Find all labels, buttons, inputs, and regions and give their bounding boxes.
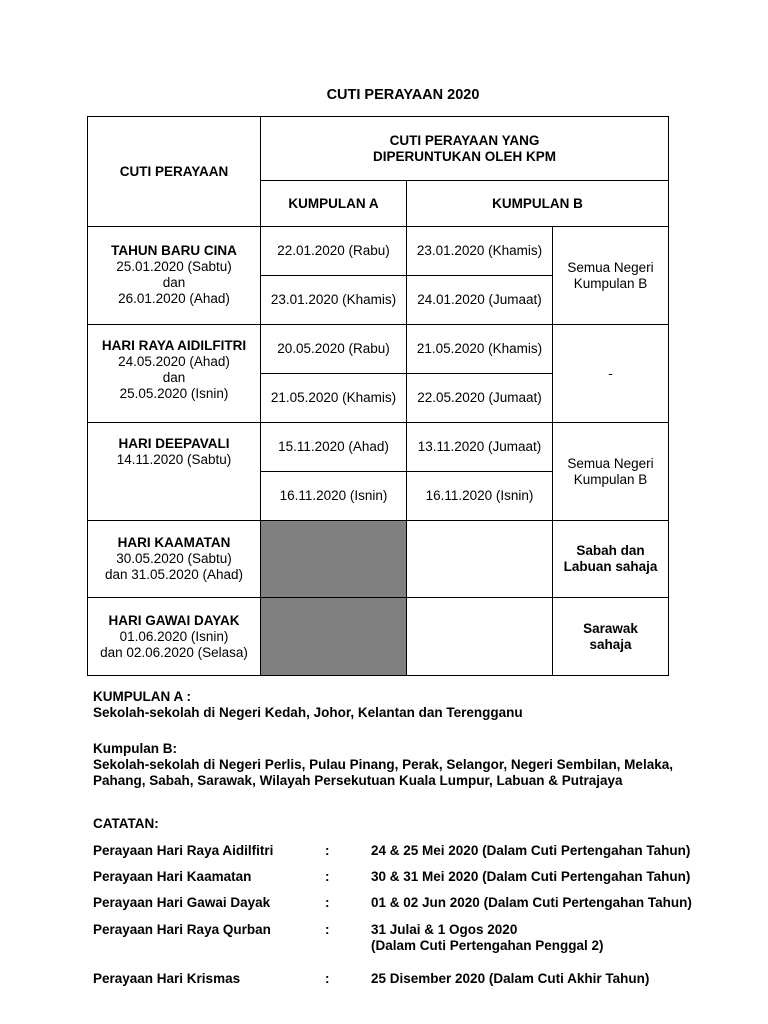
festival-date: 26.01.2020 (Ahad) (118, 291, 230, 306)
group-b-text-line1: Sekolah-sekolah di Negeri Perlis, Pulau Pinang, Perak, Selangor, Negeri Sembilan, Melaka, (93, 757, 673, 772)
note-cell (553, 227, 669, 325)
empty-cell (407, 521, 553, 598)
catatan-label: Perayaan Hari Raya Qurban (93, 922, 271, 937)
page-title: CUTI PERAYAAN 2020 (326, 87, 480, 103)
festival-cell (88, 521, 261, 598)
header-festival: CUTI PERAYAAN (88, 117, 261, 227)
note-cell: - (553, 325, 669, 423)
catatan-label: Perayaan Hari Kaamatan (93, 869, 252, 884)
catatan-separator: : (325, 971, 330, 986)
catatan-value: 25 Disember 2020 (Dalam Cuti Akhir Tahun) (371, 971, 650, 986)
group-a-date: 16.11.2020 (Isnin) (261, 472, 407, 521)
table-header-row (88, 117, 669, 181)
group-b-section (93, 741, 673, 789)
festival-cell (88, 423, 261, 521)
group-b-date: 16.11.2020 (Isnin) (407, 472, 553, 521)
group-a-date: 21.05.2020 (Khamis) (261, 374, 407, 423)
festival-name: HARI KAAMATAN (117, 535, 231, 550)
group-b-text-line2: Pahang, Sabah, Sarawak, Wilayah Persekutuan Kuala Lumpur, Labuan & Putrajaya (93, 773, 623, 788)
catatan-value: 24 & 25 Mei 2020 (Dalam Cuti Pertengahan Tahun) (371, 843, 691, 858)
note-line2: sahaja (589, 636, 632, 652)
festival-name: HARI GAWAI DAYAK (108, 612, 240, 628)
header-group-b: KUMPULAN B (407, 181, 669, 227)
catatan-value: 30 & 31 Mei 2020 (Dalam Cuti Pertengahan Tahun) (371, 869, 691, 884)
catatan-separator: : (325, 869, 330, 884)
festival-date: 30.05.2020 (Sabtu) (116, 551, 232, 566)
festival-date: dan 31.05.2020 (Ahad) (104, 567, 244, 582)
festival-conj: dan (162, 275, 186, 290)
festival-date: dan 02.06.2020 (Selasa) (100, 644, 248, 660)
group-b-date: 21.05.2020 (Khamis) (407, 325, 553, 374)
holiday-table (87, 116, 669, 676)
note-line1: Semua Negeri (567, 259, 654, 275)
note-line1: Sarawak (583, 620, 638, 636)
catatan-heading: CATATAN: (93, 816, 159, 831)
note-line2: Labuan sahaja (563, 559, 658, 574)
group-b-date: 24.01.2020 (Jumaat) (407, 276, 553, 325)
festival-date: 25.01.2020 (Sabtu) (116, 259, 232, 274)
table-row (88, 325, 669, 374)
catatan-label: Perayaan Hari Gawai Dayak (93, 895, 271, 910)
catatan-separator: : (325, 843, 330, 858)
group-a-date: 23.01.2020 (Khamis) (261, 276, 407, 325)
festival-date: 24.05.2020 (Ahad) (118, 354, 230, 369)
note-cell (553, 521, 669, 598)
note-cell (553, 598, 669, 676)
catatan-value: 01 & 02 Jun 2020 (Dalam Cuti Pertengahan Tahun) (371, 895, 692, 910)
table-row (88, 227, 669, 276)
festival-name: HARI DEEPAVALI (118, 436, 230, 451)
empty-cell (407, 598, 553, 676)
festival-date: 25.05.2020 (Isnin) (119, 386, 229, 401)
festival-conj: dan (162, 370, 186, 385)
note-line2: Kumpulan B (573, 471, 648, 487)
festival-date: 14.11.2020 (Sabtu) (116, 452, 232, 467)
group-a-date: 15.11.2020 (Ahad) (261, 423, 407, 472)
catatan-separator: : (325, 895, 330, 910)
catatan-value-line2: (Dalam Cuti Pertengahan Penggal 2) (371, 938, 604, 953)
festival-cell (88, 325, 261, 423)
note-line2: Kumpulan B (573, 275, 648, 291)
group-b-date: 23.01.2020 (Khamis) (407, 227, 553, 276)
table-row (88, 598, 669, 676)
group-a-date: 20.05.2020 (Rabu) (261, 325, 407, 374)
shaded-cell (261, 521, 407, 598)
festival-cell (88, 598, 261, 676)
header-kpm-line1: CUTI PERAYAAN YANG (389, 132, 540, 148)
note-cell (553, 423, 669, 521)
group-a-date: 22.01.2020 (Rabu) (261, 227, 407, 276)
catatan-value: 31 Julai & 1 Ogos 2020 (371, 922, 518, 937)
note-line1: Semua Negeri (567, 455, 654, 471)
note-line1: Sabah dan (576, 543, 645, 558)
festival-name: HARI RAYA AIDILFITRI (101, 338, 247, 353)
group-b-heading: Kumpulan B: (93, 741, 177, 756)
group-a-section (93, 689, 523, 721)
group-a-heading: KUMPULAN A : (93, 689, 191, 704)
group-a-text: Sekolah-sekolah di Negeri Kedah, Johor, Kelantan dan Terengganu (93, 705, 523, 720)
festival-cell (88, 227, 261, 325)
table-row (88, 423, 669, 472)
table-row (88, 521, 669, 598)
catatan-separator: : (325, 922, 330, 937)
header-kpm-line2: DIPERUNTUKAN OLEH KPM (372, 148, 556, 164)
shaded-cell (261, 598, 407, 676)
group-b-date: 13.11.2020 (Jumaat) (407, 423, 553, 472)
group-b-date: 22.05.2020 (Jumaat) (407, 374, 553, 423)
festival-name: TAHUN BARU CINA (111, 243, 237, 258)
catatan-label: Perayaan Hari Raya Aidilfitri (93, 843, 274, 858)
festival-date: 01.06.2020 (Isnin) (119, 628, 229, 644)
catatan-label: Perayaan Hari Krismas (93, 971, 241, 986)
header-kpm (261, 117, 669, 181)
header-group-a: KUMPULAN A (261, 181, 407, 227)
